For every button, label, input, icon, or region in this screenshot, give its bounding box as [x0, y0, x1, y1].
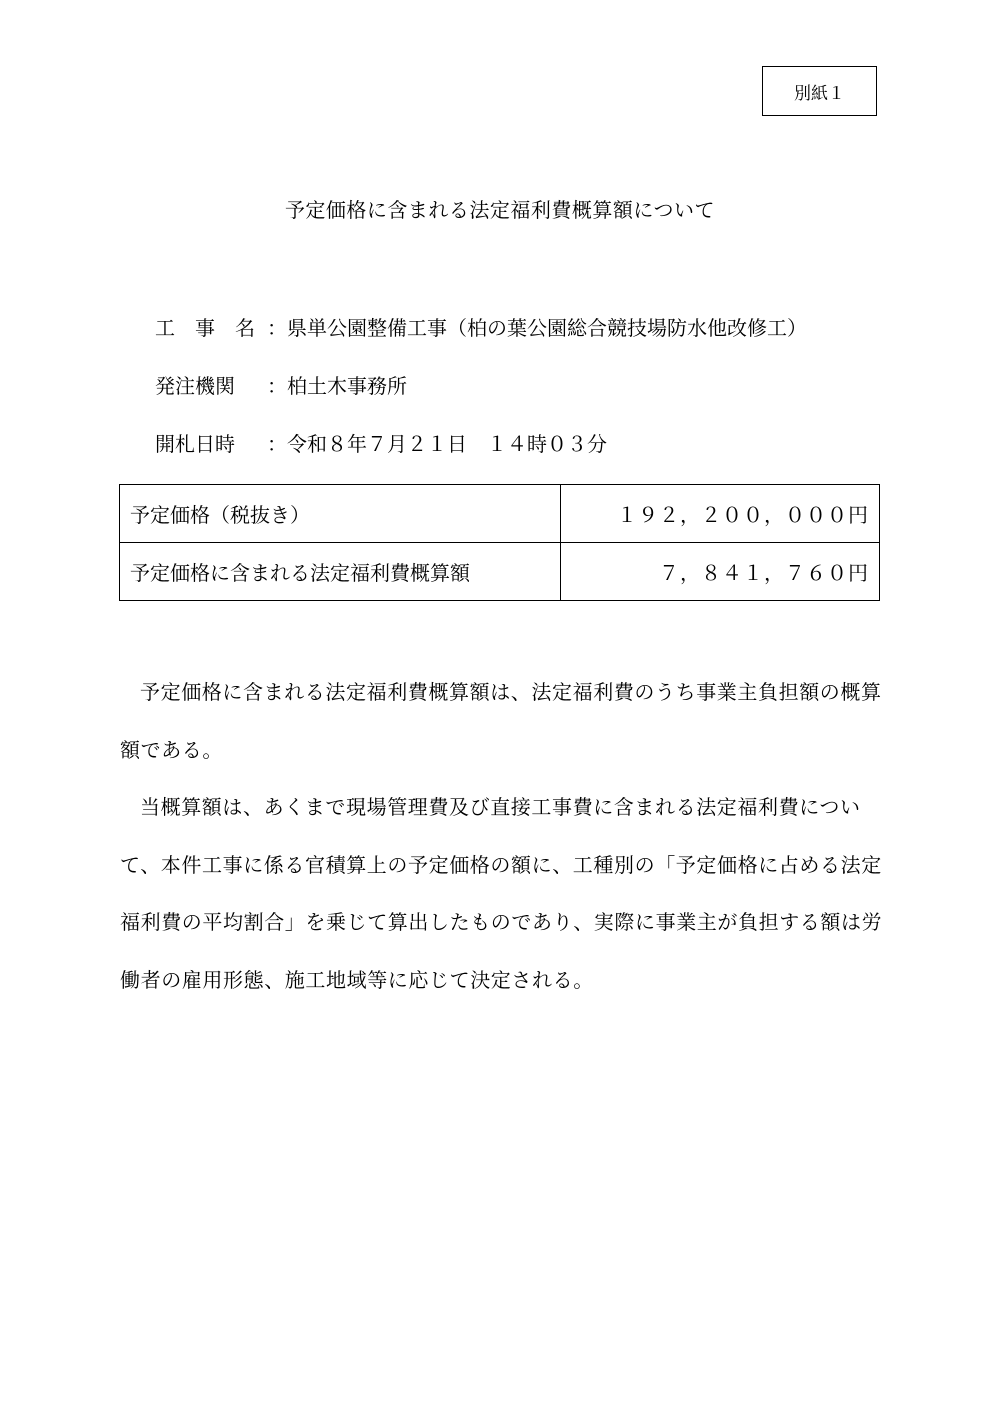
info-label: 開札日時: [155, 431, 235, 456]
table-value-cell: １９２，２００，０００円: [561, 485, 880, 543]
table-row: [120, 543, 880, 601]
table-label-cell: 予定価格に含まれる法定福利費概算額: [120, 543, 561, 601]
info-row-ordering-agency: [155, 369, 407, 399]
info-label: 工 事 名: [155, 315, 255, 340]
price-table: [119, 484, 880, 601]
paragraph: 当概算額は、あくまで現場管理費及び直接工事費に含まれる法定福利費について、本件工事に係る官積算上の予定価格の額に、工種別の「予定価格に占める法定福利費の平均割合」を乗じて算出したものであり、実際に事業主が負担する額は労働者の雇用形態、施工地域等に応じて決定される。: [120, 795, 883, 992]
info-label: 発注機関: [155, 373, 235, 398]
document-title: 予定価格に含まれる法定福利費概算額について: [284, 198, 716, 222]
info-colon: ：: [267, 315, 287, 340]
paragraph: 予定価格に含まれる法定福利費概算額は、法定福利費のうち事業主負担額の概算額である。: [120, 680, 882, 762]
info-colon: ：: [267, 431, 287, 456]
info-value: 柏土木事務所: [287, 373, 407, 398]
table-value-cell: ７，８４１，７６０円: [561, 543, 880, 601]
info-colon: ：: [267, 373, 287, 398]
table-row: [120, 485, 880, 543]
info-row-project-name: [155, 311, 807, 341]
attachment-label: 別紙１: [762, 66, 877, 116]
info-row-bid-opening-datetime: [155, 427, 607, 457]
info-value: 県単公園整備工事（柏の葉公園総合競技場防水他改修工）: [287, 315, 807, 340]
table-label-cell: 予定価格（税抜き）: [120, 485, 561, 543]
body-text: [120, 664, 885, 1009]
info-value: 令和８年７月２１日 １４時０３分: [287, 431, 607, 456]
